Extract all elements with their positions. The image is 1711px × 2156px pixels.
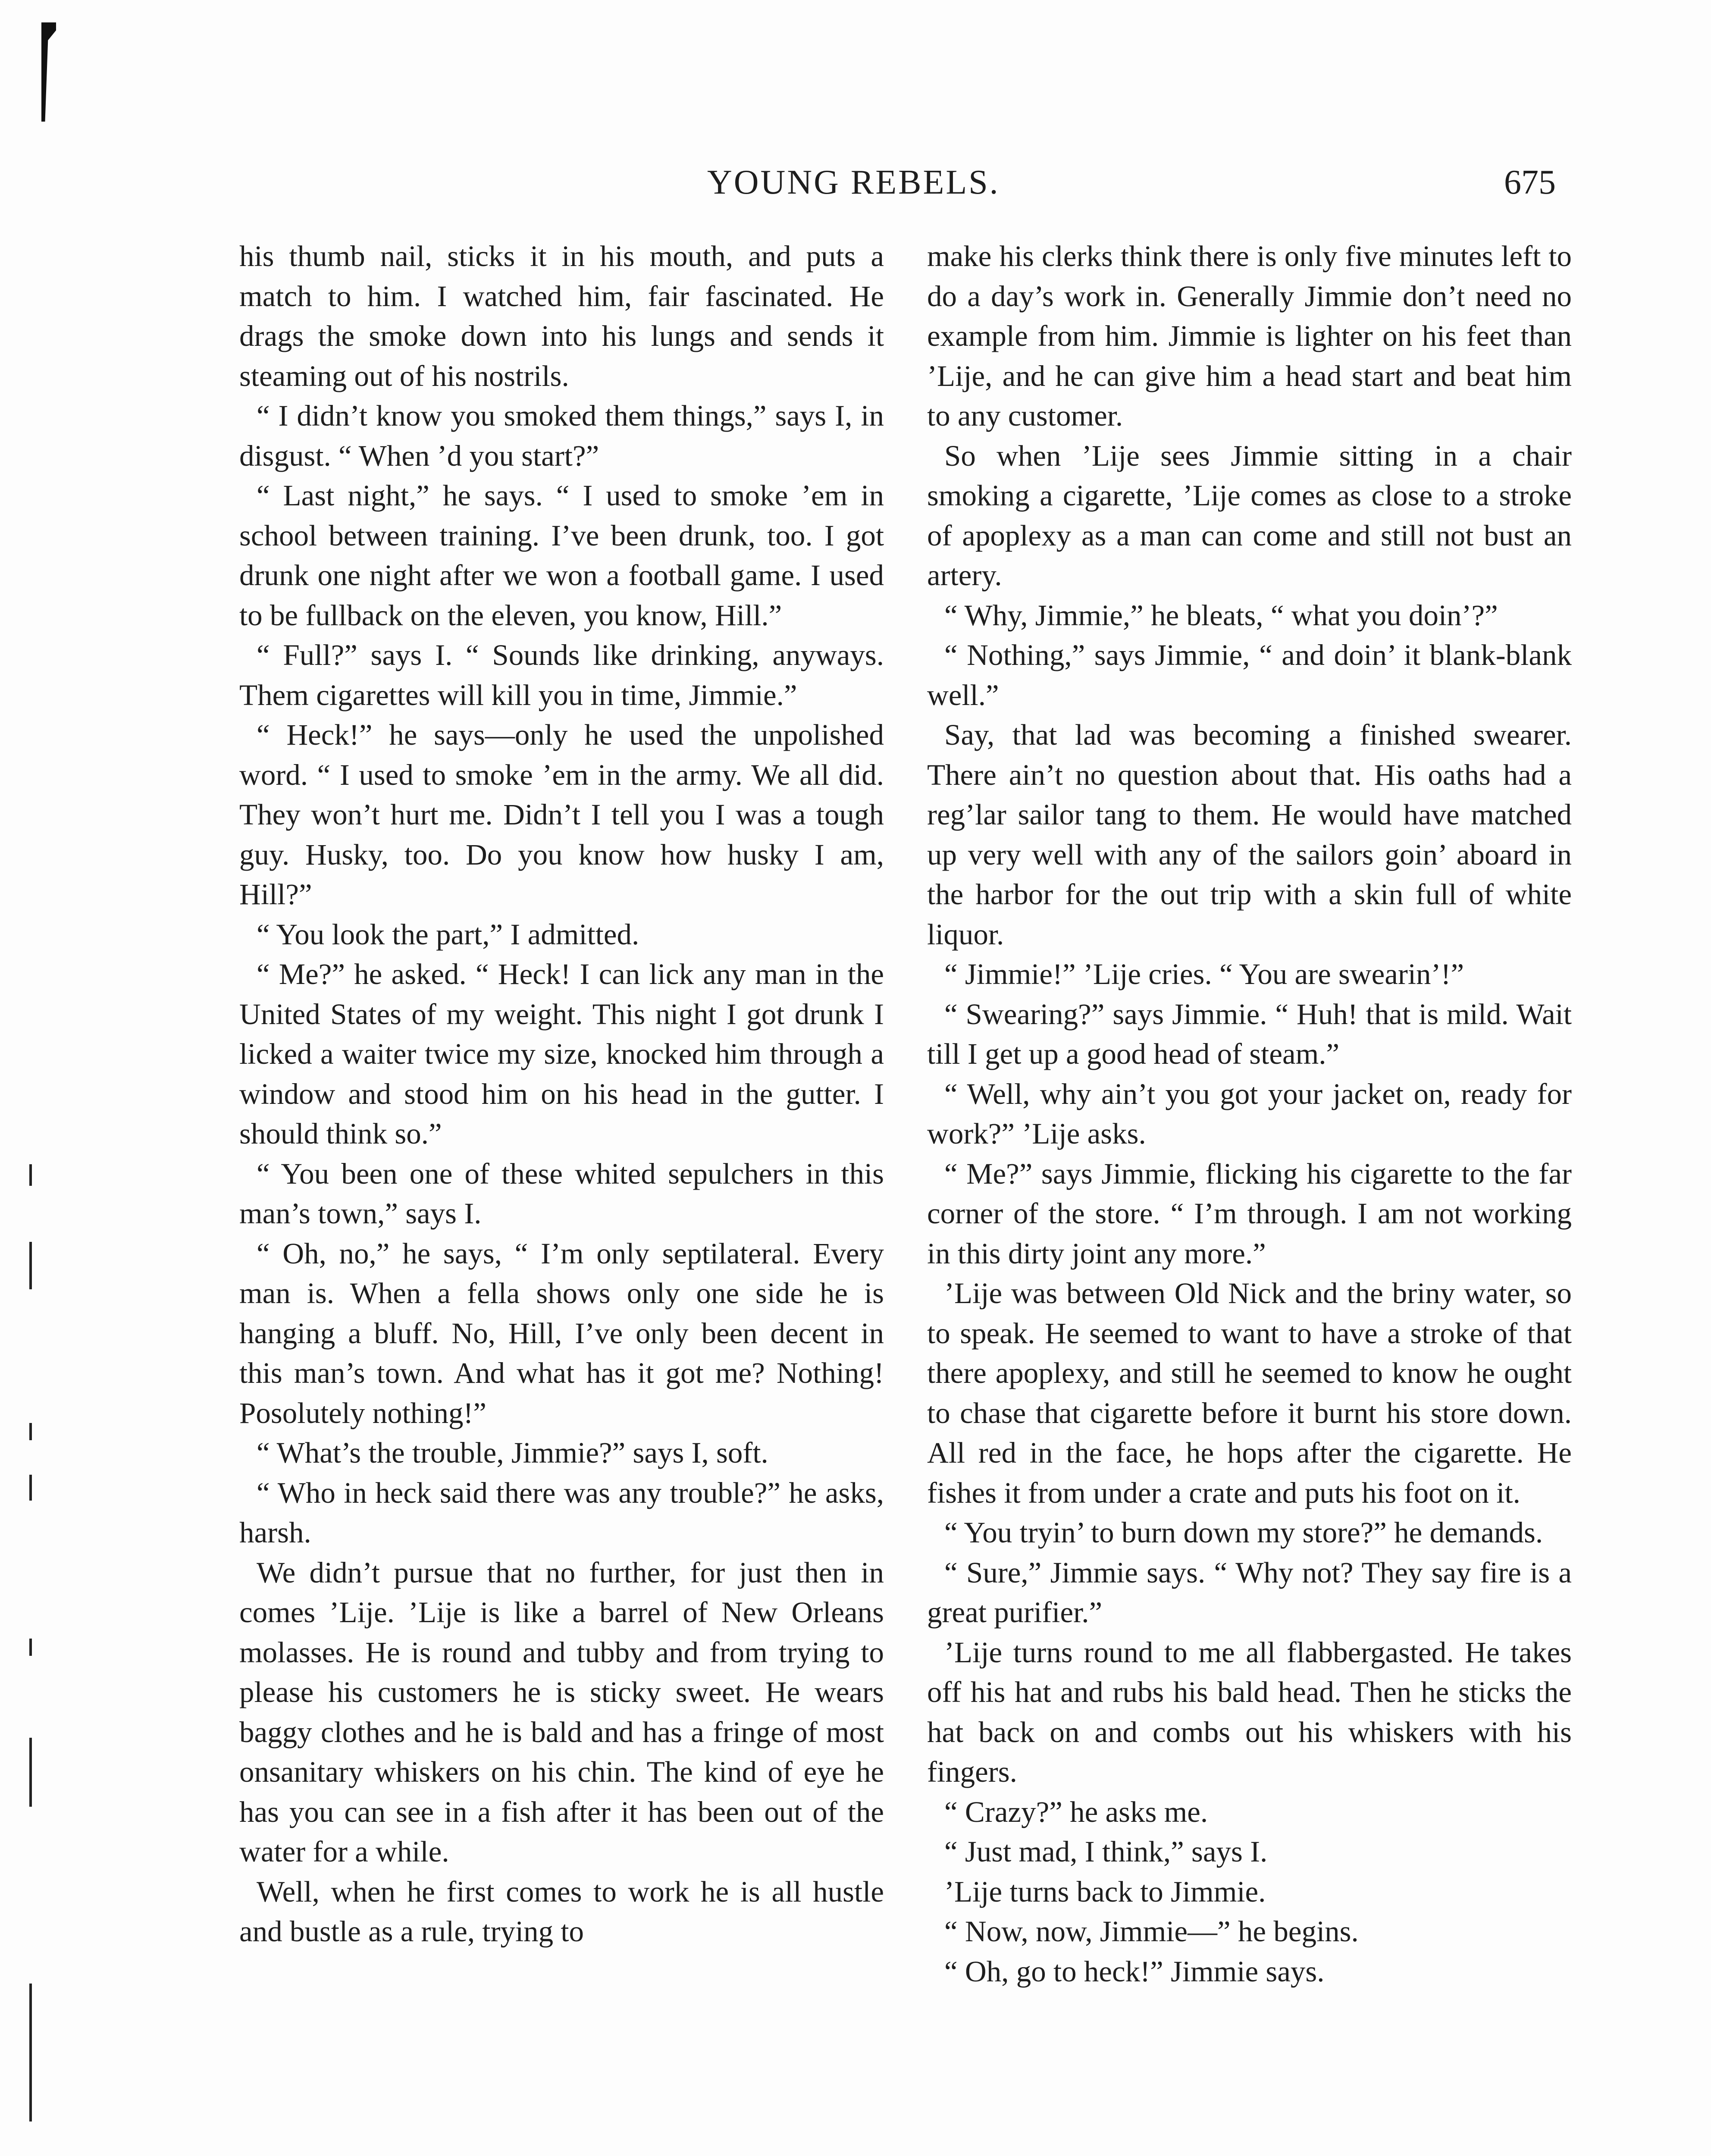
paragraph: “ Last night,” he says. “ I used to smoke ’em in school between training. I’ve been drunk, too. I got drunk one night after we won a football game. I used to be fullback on the eleven, you know, Hill.” bbox=[239, 479, 884, 632]
paragraph: “ Nothing,” says Jimmie, “ and doin’ it blank-blank well.” bbox=[927, 639, 1572, 711]
paragraph: We didn’t pursue that no further, for just then in comes ’Lije. ’Lije is like a barrel of New Orleans molasses. He is round and tubby and from trying to please his customers he is sticky sweet. He wears baggy clothes and he is bald and has a fringe of most onsanitary whiskers on his chin. The kind of eye he has you can see in a fish after it has been out of the water for a while. bbox=[239, 1556, 884, 1868]
paragraph: Well, when he first comes to work he is all hustle and bustle as a rule, trying to bbox=[239, 1875, 884, 1948]
paragraph: “ Me?” he asked. “ Heck! I can lick any man in the United States of my weight. This night I got drunk I licked a waiter twice my size, knocked him through a window and stood him on his head in the gutter. I should think so.” bbox=[239, 958, 884, 1150]
paragraph: “ Now, now, Jimmie—” he begins. bbox=[944, 1915, 1359, 1948]
paragraph: “ Me?” says Jimmie, flicking his cigarette to the far corner of the store. “ I’m through. I am not working in this dirty joint any more.” bbox=[927, 1157, 1572, 1270]
paragraph: So when ’Lije sees Jimmie sitting in a chair smoking a cigarette, ’Lije comes as close to a stroke of apoplexy as a man can come and still not bust an artery. bbox=[927, 439, 1572, 592]
edge-tick bbox=[29, 1164, 32, 1186]
paragraph: “ What’s the trouble, Jimmie?” says I, soft. bbox=[257, 1436, 768, 1469]
edge-tick bbox=[29, 1242, 32, 1289]
paragraph: make his clerks think there is only five minutes left to do a day’s work in. Generally Jimmie don’t need no example from him. Jimmie is lighter on his feet than ’Lije, and he can give him a head start and beat him to any customer. bbox=[927, 240, 1572, 432]
paragraph: his thumb nail, sticks it in his mouth, and puts a match to him. I watched him, fair fascinated. He drags the smoke down into his lungs and sends it steaming out of his nostrils. bbox=[239, 240, 884, 392]
paragraph: ’Lije was between Old Nick and the briny water, so to speak. He seemed to want to have a stroke of that there apoplexy, and still he seemed to know he ought to chase that cigarette before it burnt his store down. All red in the face, he hops after the cigarette. He fishes it from under a crate and puts his foot on it. bbox=[927, 1277, 1572, 1509]
page-header bbox=[0, 163, 1711, 210]
paragraph: “ Well, why ain’t you got your jacket on, ready for work?” ’Lije asks. bbox=[927, 1077, 1572, 1150]
paragraph: “ Sure,” Jimmie says. “ Why not? They say fire is a great purifier.” bbox=[927, 1556, 1572, 1629]
paragraph: “ Heck!” he says—only he used the unpolished word. “ I used to smoke ’em in the army. We all did. They won’t hurt me. Didn’t I tell you I was a tough guy. Husky, too. Do you know how husky I am, Hill?” bbox=[239, 718, 884, 911]
paragraph: “ You been one of these whited sepulchers in this man’s town,” says I. bbox=[239, 1157, 884, 1230]
edge-tick bbox=[29, 1738, 32, 1807]
paragraph: “ Full?” says I. “ Sounds like drinking, anyways. Them cigarettes will kill you in time, Jimmie.” bbox=[239, 639, 884, 711]
page-number: 675 bbox=[1504, 163, 1556, 201]
paragraph: “ Why, Jimmie,” he bleats, “ what you doin’?” bbox=[944, 599, 1498, 632]
binding-edge-marks bbox=[29, 1164, 38, 2156]
paragraph: “ You look the part,” I admitted. bbox=[257, 918, 639, 951]
paragraph: “ Oh, no,” he says, “ I’m only septilateral. Every man is. When a fella shows only one side he is hanging a bluff. No, Hill, I’ve only been decent in this man’s town. And what has it got me? Nothing! Posolutely nothing!” bbox=[239, 1237, 884, 1429]
paragraph: “ I didn’t know you smoked them things,” says I, in disgust. “ When ’d you start?” bbox=[239, 399, 884, 472]
paragraph: “ You tryin’ to burn down my store?” he demands. bbox=[944, 1516, 1543, 1549]
paragraph: ’Lije turns round to me all flabbergasted. He takes off his hat and rubs his bald head. Then he sticks the hat back on and combs out his whiskers with his fingers. bbox=[927, 1636, 1572, 1788]
paragraph: “ Swearing?” says Jimmie. “ Huh! that is mild. Wait till I get up a good head of steam.” bbox=[927, 997, 1572, 1070]
paragraph: “ Jimmie!” ’Lije cries. “ You are swearin’!” bbox=[944, 958, 1464, 990]
paragraph: “ Oh, go to heck!” Jimmie says. bbox=[944, 1955, 1325, 1988]
paragraph: ’Lije turns back to Jimmie. bbox=[944, 1875, 1266, 1908]
edge-tick bbox=[29, 1984, 32, 2122]
paragraph: “ Just mad, I think,” says I. bbox=[944, 1835, 1268, 1868]
edge-tick bbox=[29, 1475, 32, 1501]
paragraph: “ Who in heck said there was any trouble?” he asks, harsh. bbox=[239, 1476, 884, 1549]
corner-ink-mark bbox=[41, 22, 56, 122]
edge-tick bbox=[29, 1639, 32, 1656]
left-column bbox=[239, 236, 884, 1952]
running-title: YOUNG REBELS. bbox=[707, 163, 1000, 201]
edge-tick bbox=[29, 1423, 32, 1440]
paragraph: Say, that lad was becoming a finished swearer. There ain’t no question about that. His oaths had a reg’lar sailor tang to them. He would have matched up very well with any of the sailors goin’ aboard in the harbor for the out trip with a skin full of white liquor. bbox=[927, 718, 1572, 951]
paragraph: “ Crazy?” he asks me. bbox=[944, 1795, 1208, 1828]
right-column bbox=[927, 236, 1572, 1991]
